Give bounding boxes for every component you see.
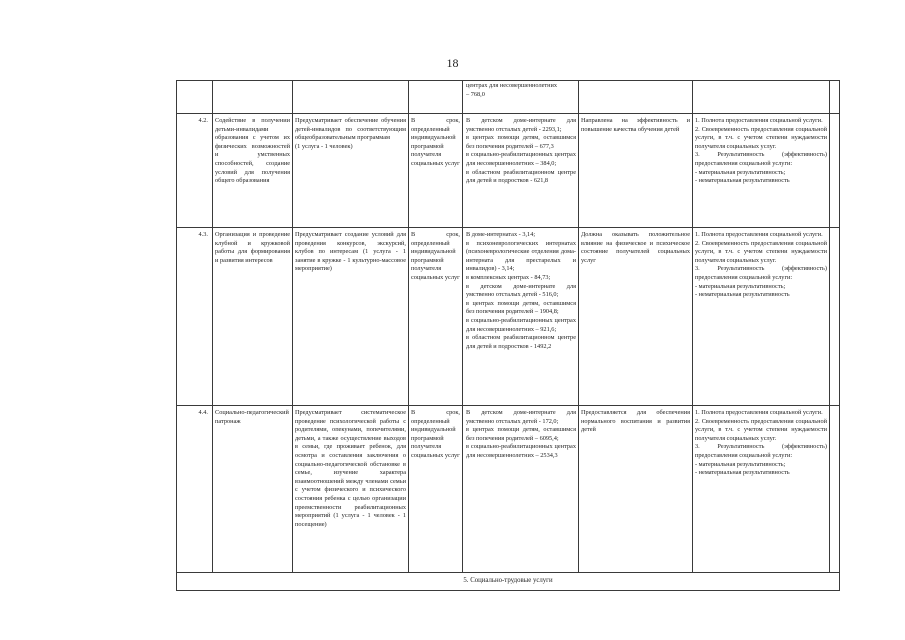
row-number: 4.2.: [198, 117, 208, 124]
table-rule: [839, 80, 840, 591]
table-rule: [692, 80, 693, 572]
table-rule: [408, 80, 409, 572]
service-name: Организация и проведение клубной и кружковой работы для формирования и развития интересов: [215, 231, 290, 264]
section-heading: 5. Социально-трудовые услуги: [463, 577, 553, 584]
service-result: Предоставляется для обеспечения нормального воспитания и развития детей: [581, 409, 690, 434]
services-table: [176, 80, 840, 591]
table-rule: [578, 80, 579, 572]
table-rule: [176, 80, 177, 591]
table-rule: [176, 405, 840, 406]
service-name: Социально-педагогический патронаж: [215, 409, 289, 425]
row-number: 4.4.: [198, 409, 208, 416]
service-recipients: В доме-интернатах - 3,14; в психоневрологических интернатах (психоневрологические отделения дома-интерната для престарелых и инвалидов) - 3,14; в комплексных центрах - 84,73; в детском доме-интернате для умственно отсталых детей - 516,0; в центрах помощи детям, оставшимся без попечения родителей – 1904,8; в социально-реабилитационных центрах для несовершеннолетних – 921,6; в областном реабилитационном центре для детей и подростков - 1492,2: [466, 231, 576, 350]
service-criteria: 1. Полнота предоставления социальной услуги. 2. Своевременность предоставления социальной услуги, в т.ч. с учетом степени нуждаемости получателя социальных услуг. 3. Результативность (эффективность) предоставления социальной услуги: - материальная результативность; - нематериальная результативность: [695, 117, 827, 185]
table-rule: [176, 590, 840, 591]
table-rule: [292, 80, 293, 572]
service-deadline: В срок, определенный индивидуальной программой получателя социальных услуг: [411, 409, 460, 459]
row-number: 4.3.: [198, 231, 208, 238]
table-rule: [176, 80, 840, 81]
service-deadline: В срок, определенный индивидуальной программой получателя социальных услуг: [411, 231, 460, 281]
page-number: 18: [446, 56, 459, 70]
table-rule: [462, 80, 463, 572]
table-rule: [176, 227, 840, 228]
service-recipients: В детском доме-интернате для умственно отсталых детей - 2293,1; в центрах помощи детям, оставшимся без попечения родителей – 677,3 в социально-реабилитационных центрах для несовершеннолетних – 384,0; в областном реабилитационном центре для детей и подростков - 621,8: [466, 117, 576, 185]
service-criteria: 1. Полнота предоставления социальной услуги. 2. Своевременность предоставления социальной услуги, в т.ч. с учетом степени нуждаемости получателя социальных услуг. 3. Результативность (эффективность) предоставления социальной услуги: - материальная результативность; - нематериальная результативность: [695, 231, 827, 299]
service-result: Должна оказывать положительное влияние на физическое и психическое состояние получателей социальных услуг: [581, 231, 690, 264]
table-rule: [176, 572, 840, 573]
service-deadline: В срок, определенный индивидуальной программой получателя социальных услуг: [411, 117, 460, 167]
service-name: Содействие в получении детьми-инвалидами образования с учетом их физических возможностей и умственных способностей, создание условий для получения общего образования: [215, 117, 290, 185]
service-result: Направлена на эффективность и повышение качества обучения детей: [581, 117, 690, 133]
table-rule: [212, 80, 213, 572]
service-description: Предусматривает создание условий для проведения конкурсов, экскурсий, клубов по интересам (1 услуга - 1 занятие в кружке - 1 культурно-массовое мероприятие): [295, 231, 406, 273]
service-recipients: В детском доме-интернате для умственно отсталых детей - 172,0; в центрах помощи детям, оставшимся без попечения родителей – 6095,4; в социально-реабилитационных центрах для несовершеннолетних – 2534,3: [466, 409, 576, 459]
service-criteria: 1. Полнота предоставления социальной услуги. 2. Своевременность предоставления социальной услуги, в т.ч. с учетом степени нуждаемости получателя социальных услуг. 3. Результативность (эффективность) предоставления социальной услуги: - материальная результативность; - нематериальная результативность: [695, 409, 827, 477]
service-description: Предусматривает систематическое проведение психологической работы с родителями, опекунами, попечителями, детьми, а также осуществление выходов в семьи, где проживает ребенок, для осмотра и составления заключения о социально-педагогической обстановке в семье, изучение характера взаимоотношений между членами семьи с учетом физического и психического состояния ребенка с целью организации преемственности реабилитационных мероприятий (1 услуга - 1 человек - 1 посещение): [295, 409, 406, 528]
carry-over-recipients: центрах для несовершеннолетних – 768,0: [466, 82, 558, 98]
table-rule: [829, 80, 830, 572]
table-rule: [176, 113, 840, 114]
service-description: Предусматривает обеспечение обучения детей-инвалидов по соответствующим общеобразовательным программам (1 услуга - 1 человек): [295, 117, 406, 150]
